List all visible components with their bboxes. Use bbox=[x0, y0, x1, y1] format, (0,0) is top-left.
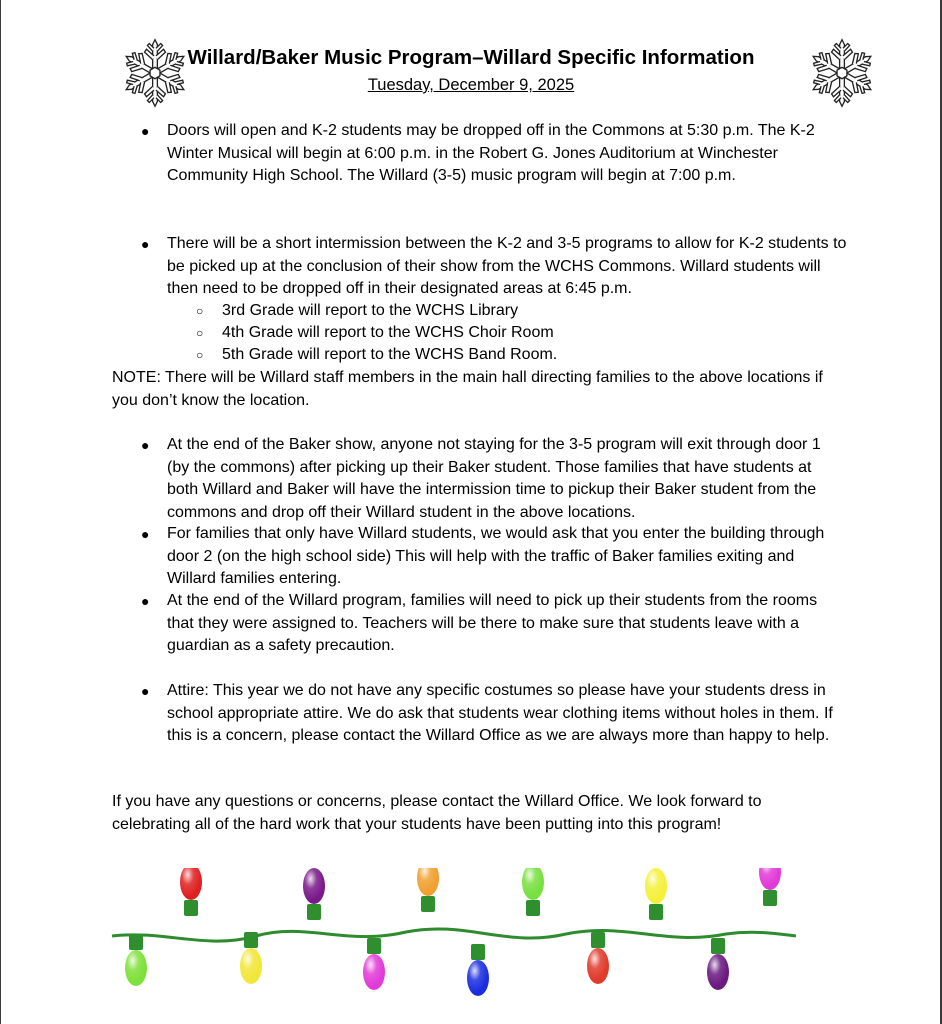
sub-bullet-item bbox=[196, 322, 822, 345]
light-bulb-icon bbox=[180, 868, 202, 916]
bulb-socket bbox=[711, 938, 725, 954]
bulb-socket bbox=[526, 900, 540, 916]
bulb-socket bbox=[184, 900, 198, 916]
bulb-socket bbox=[763, 890, 777, 906]
sub-bullet-text: 4th Grade will report to the WCHS Choir Room bbox=[222, 324, 554, 341]
bullet-item bbox=[141, 523, 847, 591]
sub-bullet-item bbox=[196, 344, 822, 367]
bullet-text: Attire: This year we do not have any specific costumes so please have your students dress in school appropriate attire. We do ask that students wear clothing items without holes in them. If this is a concern, please contact the Willard Office as we are always more than happy to help. bbox=[167, 682, 833, 744]
bullet-item bbox=[141, 680, 847, 748]
bullet-item bbox=[141, 590, 847, 658]
bullet-dot-icon: ● bbox=[141, 236, 150, 252]
snowflake-icon bbox=[804, 35, 880, 111]
bulb-socket bbox=[129, 934, 143, 950]
bullet-dot-icon: ● bbox=[141, 123, 150, 139]
light-bulb-icon bbox=[125, 934, 147, 986]
light-bulb-icon bbox=[417, 868, 439, 912]
sub-bullet-item bbox=[196, 300, 822, 323]
light-bulb-icon bbox=[303, 868, 325, 920]
bulb-socket bbox=[471, 944, 485, 960]
bullet-text: At the end of the Willard program, families will need to pick up their students from the rooms that they were assigned to. Teachers will be there to make sure that students leave with a guardian as a safety precaution. bbox=[167, 592, 818, 654]
closing-paragraph: If you have any questions or concerns, please contact the Willard Office. We look forward to celebrating all of the hard work that your students have been putting into this program! bbox=[112, 793, 762, 833]
bullet-text: There will be a short intermission between the K-2 and 3-5 programs to allow for K-2 students to be picked up at the conclusion of their show from the WCHS Commons. Willard students will then need to be dropped off in their designated areas at 6:45 p.m. bbox=[167, 235, 847, 297]
bulb-shine bbox=[240, 948, 262, 984]
bulb-shine bbox=[125, 950, 147, 986]
bulb-socket bbox=[307, 904, 321, 920]
light-bulb-icon bbox=[522, 868, 544, 916]
bullet-item bbox=[141, 233, 847, 301]
bulb-shine bbox=[759, 868, 781, 890]
title-text: Willard/Baker Music Program–Willard Specific Information bbox=[187, 46, 755, 69]
bulb-socket bbox=[244, 932, 258, 948]
light-bulb-icon bbox=[587, 932, 609, 984]
bulb-shine bbox=[587, 948, 609, 984]
bulb-shine bbox=[645, 868, 667, 904]
bullet-dot-icon: ● bbox=[141, 526, 150, 542]
bulb-shine bbox=[303, 868, 325, 904]
bullet-text: For families that only have Willard students, we would ask that you enter the building through door 2 (on the high school side) This will help with the traffic of Baker families exiting and Willard families entering. bbox=[167, 525, 825, 587]
bulb-socket bbox=[421, 896, 435, 912]
bullet-item bbox=[141, 120, 847, 188]
bulb-shine bbox=[522, 868, 544, 900]
bulb-shine bbox=[363, 954, 385, 990]
bulb-shine bbox=[467, 960, 489, 996]
bullet-dot-icon: ● bbox=[141, 593, 150, 609]
holiday-lights-icon bbox=[106, 868, 806, 1008]
light-wire bbox=[112, 929, 796, 941]
bulb-shine bbox=[417, 868, 439, 896]
circle-bullet-icon: ○ bbox=[196, 304, 204, 318]
note-paragraph: NOTE: There will be Willard staff members in the main hall directing families to the above locations if you don’t know the location. bbox=[112, 369, 823, 409]
light-bulb-icon bbox=[759, 868, 781, 906]
bulb-shine bbox=[707, 954, 729, 990]
page-title bbox=[0, 46, 942, 70]
sub-bullet-text: 5th Grade will report to the WCHS Band Room. bbox=[222, 346, 558, 363]
bulb-shine bbox=[180, 868, 202, 900]
bullet-text: At the end of the Baker show, anyone not staying for the 3-5 program will exit through door 1 (by the commons) after picking up their Baker student. Those families that have students at both Willard and Baker will have the intermission time to pickup their Baker student from the commons and drop off their Willard student in the above locations. bbox=[167, 436, 821, 521]
circle-bullet-icon: ○ bbox=[196, 348, 204, 362]
bulb-socket bbox=[367, 938, 381, 954]
page-border-left bbox=[0, 0, 1, 1024]
light-bulb-icon bbox=[707, 938, 729, 990]
bullet-item bbox=[141, 434, 847, 524]
bullet-dot-icon: ● bbox=[141, 437, 150, 453]
sub-bullet-text: 3rd Grade will report to the WCHS Library bbox=[222, 302, 519, 319]
bulb-socket bbox=[591, 932, 605, 948]
light-bulb-icon bbox=[467, 944, 489, 996]
light-bulb-icon bbox=[645, 868, 667, 920]
bulb-socket bbox=[649, 904, 663, 920]
circle-bullet-icon: ○ bbox=[196, 326, 204, 340]
light-bulb-icon bbox=[363, 938, 385, 990]
bullet-text: Doors will open and K-2 students may be dropped off in the Commons at 5:30 p.m. The K-2 Winter Musical will begin at 6:00 p.m. in the Robert G. Jones Auditorium at Winchester Community High School. The Willard (3-5) music program will begin at 7:00 p.m. bbox=[167, 122, 815, 184]
bullet-dot-icon: ● bbox=[141, 683, 150, 699]
event-date: Tuesday, December 9, 2025 bbox=[367, 76, 575, 94]
